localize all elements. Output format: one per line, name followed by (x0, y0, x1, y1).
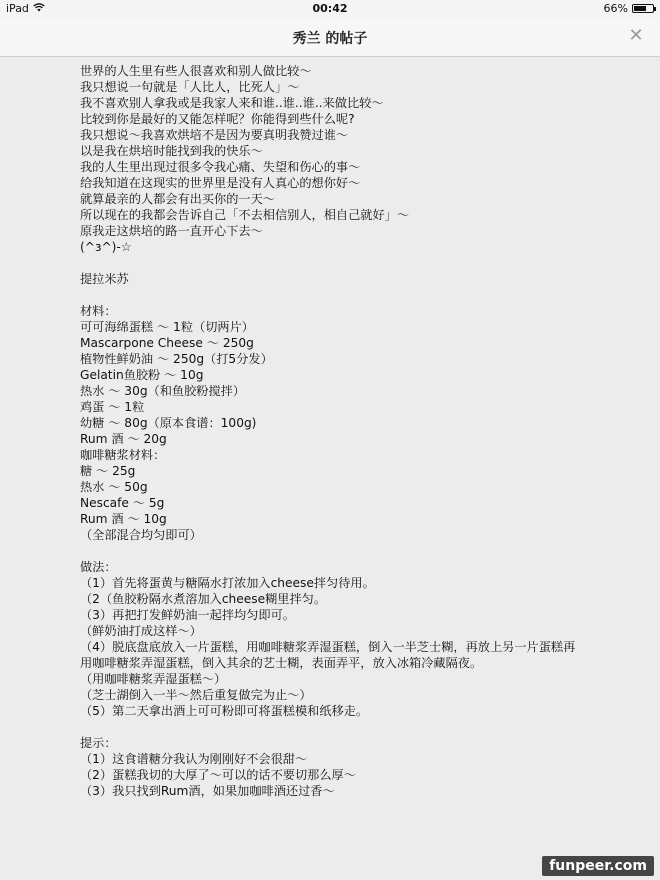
post-content-area[interactable] (0, 57, 660, 880)
post-line: 我只想说一句就是「人比人，比死人」～ (80, 80, 300, 94)
post-line: Rum 酒 ～ 10g (80, 512, 167, 526)
close-button[interactable]: ✕ (628, 25, 644, 46)
post-line: Gelatin鱼胶粉 ～ 10g (80, 368, 204, 382)
post-line: （1）这食谱糖分我认为刚刚好不会很甜～ (80, 752, 308, 766)
post-line: 热水 ～ 30g（和鱼胶粉搅拌） (80, 384, 246, 398)
post-line: （芝士湖倒入一半～然后重复做完为止～） (80, 688, 312, 702)
post-line: （4）脱底盘底放入一片蛋糕，用咖啡糖浆弄湿蛋糕，倒入一半芝士糊，再放上另一片蛋糕再用咖啡糖浆弄湿蛋糕，倒入其余的艺士糊，表面弄平，放入冰箱冷藏隔夜。 (80, 640, 576, 670)
post-line: 糖 ～ 25g (80, 464, 136, 478)
post-line: Rum 酒 ～ 20g (80, 432, 167, 446)
post-line: 材料： (80, 304, 117, 318)
post-line: 植物性鲜奶油 ～ 250g（打5分发） (80, 352, 273, 366)
post-line: 提示： (80, 736, 117, 750)
post-line: 以是我在烘培时能找到我的快乐～ (80, 144, 263, 158)
post-line: （3）再把打发鲜奶油一起拌均匀即可。 (80, 608, 295, 622)
post-line: 热水 ～ 50g (80, 480, 148, 494)
status-time: 00:42 (312, 2, 348, 15)
status-bar (0, 0, 660, 18)
post-line: （2（鱼胶粉隔水煮溶加入cheese糊里拌匀。 (80, 592, 327, 606)
page-title: 秀兰 的帖子 (292, 31, 368, 47)
post-line: （2）蛋糕我切的大厚了～可以的话不要切那么厚～ (80, 768, 356, 782)
post-line: 所以现在的我都会告诉自己「不去相信别人，相自己就好」～ (80, 208, 410, 222)
post-line: 幼糖 ～ 80g（原本食谱：100g) (80, 416, 257, 430)
blank-line (80, 543, 580, 559)
battery-fill (634, 6, 646, 11)
device-name: iPad (6, 2, 29, 15)
post-line: （鲜奶油打成这样～） (80, 624, 202, 638)
post-line: 我的人生里出现过很多令我心痛、失望和伤心的事～ (80, 160, 361, 174)
battery-icon (632, 4, 654, 13)
post-line: （用咖啡糖浆弄湿蛋糕～） (80, 672, 227, 686)
blank-line (80, 255, 580, 271)
status-right (604, 2, 654, 15)
post-line: 做法： (80, 560, 117, 574)
blank-line (80, 287, 580, 303)
post-line: （5）第二天拿出酒上可可粉即可将蛋糕模和纸移走。 (80, 704, 369, 718)
post-line: 比较到你是最好的又能怎样呢？你能得到些什么呢? (80, 112, 355, 126)
post-line: （全部混合均匀即可） (80, 528, 202, 542)
post-line: 就算最亲的人都会有出买你的一天～ (80, 192, 275, 206)
post-line: 鸡蛋 ～ 1粒 (80, 400, 145, 414)
post-line: 提拉米苏 (80, 272, 129, 286)
post-line: 咖啡糖浆材料： (80, 448, 166, 462)
post-line: 给我知道在这现实的世界里是没有人真心的想你好～ (80, 176, 361, 190)
post-line: Mascarpone Cheese ～ 250g (80, 336, 254, 350)
post-line: Nescafe ～ 5g (80, 496, 165, 510)
nav-bar (0, 18, 660, 57)
post-line: 原我走这烘培的路一直开心下去～ (80, 224, 263, 238)
post-line: （1）首先将蛋黄与糖隔水打浓加入cheese拌匀待用。 (80, 576, 375, 590)
post-line: 我不喜欢别人拿我或是我家人来和谁..谁..谁..来做比较～ (80, 96, 384, 110)
post-line: 世界的人生里有些人很喜欢和别人做比较～ (80, 64, 312, 78)
battery-percentage: 66% (603, 2, 628, 15)
post-line: (^з^)-☆ (80, 240, 132, 254)
watermark: funpeer.com (542, 856, 654, 876)
post-line: 可可海绵蛋糕 ～ 1粒（切两片） (80, 320, 254, 334)
blank-line (80, 719, 580, 735)
post-line: （3）我只找到Rum酒，如果加咖啡酒还过香～ (80, 784, 335, 798)
post-body (80, 63, 580, 799)
post-line: 我只想说～我喜欢烘培不是因为要真明我赞过谁～ (80, 128, 349, 142)
